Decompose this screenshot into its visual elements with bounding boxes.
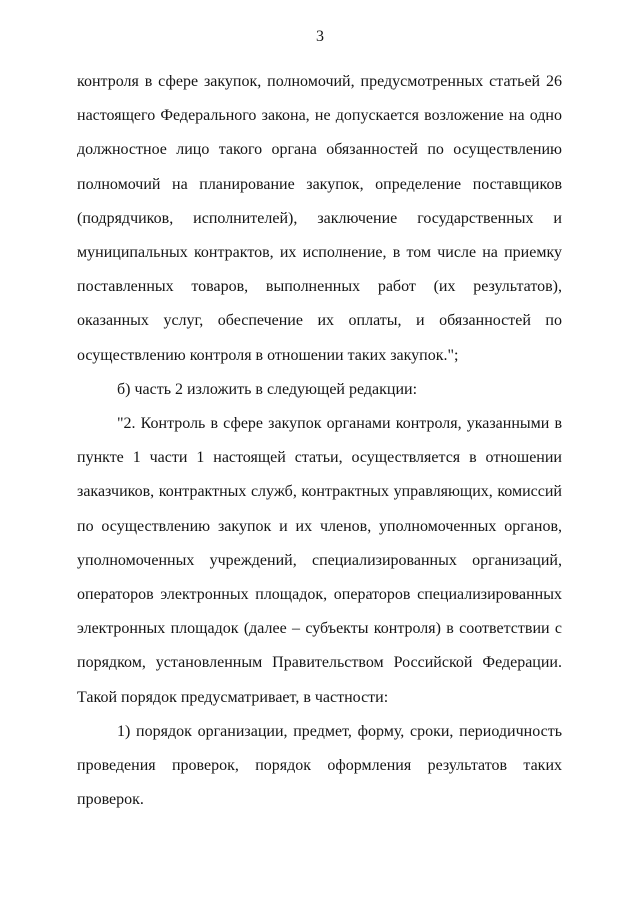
paragraph-item-1: 1) порядок организации, предмет, форму, сроки, периодичность проведения проверок, порядок оформления результатов таких проверок. [77, 722, 562, 809]
paragraph-part-2: "2. Контроль в сфере закупок органами контроля, указанными в пункте 1 части 1 настоящей статьи, осуществляется в отношении заказчиков, контрактных служб, контрактных управляющих, комиссий по осуществлению закупок и их членов, уполномоченных органов, уполномоченных учреждений, специализированных организаций, операторов электронных площадок, операторов специализированных электронных площадок (далее – субъекты контроля) в соответствии с порядком, установленным Правительством Российской Федерации. Такой порядок предусматривает, в частности: [77, 415, 562, 706]
page-number: 3 [316, 28, 324, 45]
paragraph-amendment-b: б) часть 2 изложить в следующей редакции: [117, 380, 418, 398]
paragraph-continued: контроля в сфере закупок, полномочий, предусмотренных статьей 26 настоящего Федерального закона, не допускается возложение на одно должностное лицо такого органа обязанностей по осуществлению полномочий на планирование закупок, определение поставщиков (подрядчиков, исполнителей), заключение государственных и муниципальных контрактов, их исполнение, в том числе на приемку поставленных товаров, выполненных работ (их результатов), оказанных услуг, обеспечение их оплаты, и обязанностей по осуществлению контроля в отношении таких закупок."; [77, 73, 562, 364]
document-body [77, 65, 562, 817]
